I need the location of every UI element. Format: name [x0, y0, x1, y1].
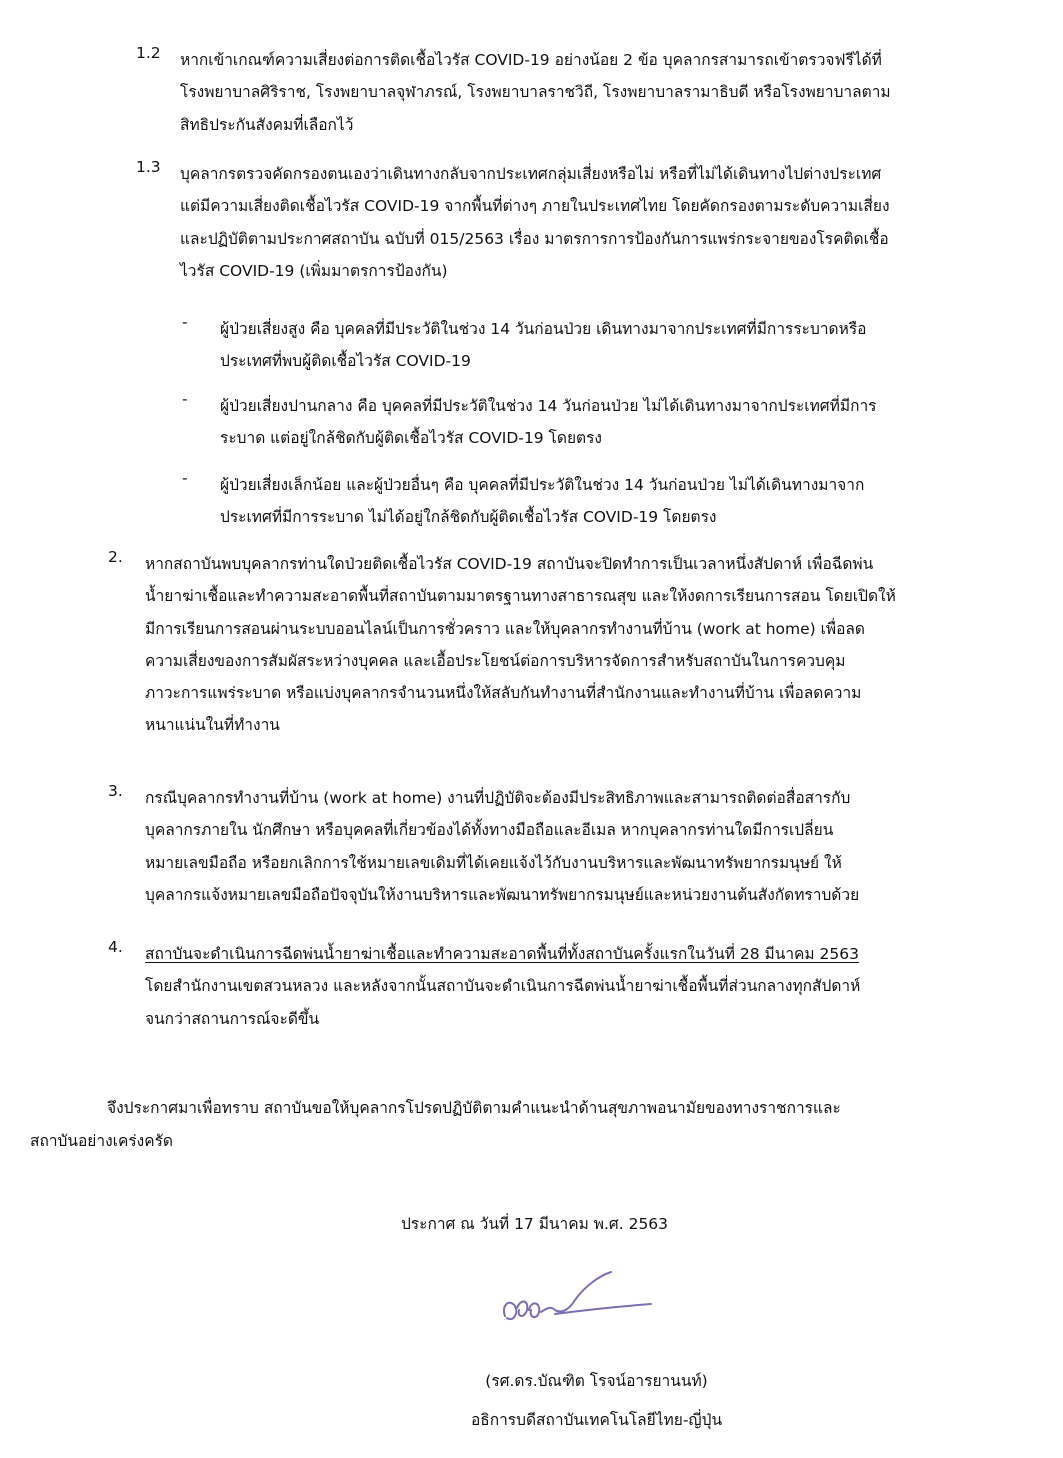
item-text: บุคลากรตรวจคัดกรองตนเองว่าเดินทางกลับจากประเทศกลุ่มเสี่ยงหรือไม่ หรือที่ไม่ได้เดินทางไปต่างประเทศ แต่มีความเสี่ยงติดเชื้อไวรัส COVID-19 จากพื้นที่ต่างๆ ภายในประเทศไทย โดยคัดกรองตามระดับความเสี่ยง และปฏิบัติตามประกาศสถาบัน ฉบับที่ 015/2563 เรื่อง มาตรการการป้องกันการแพร่กระจายของโรคติดเชื้อ ไวรัส COVID-19 (เพิ่มมาตรการป้องกัน) — [180, 165, 890, 280]
item-number: 1.2 — [136, 44, 161, 62]
bullet-dash: - — [182, 390, 188, 408]
item-number: 4. — [108, 938, 123, 956]
underlined-sentence: สถาบันจะดำเนินการฉีดพ่นน้ำยาฆ่าเชื้อและทำความสะอาดพื้นที่ทั้งสถาบันครั้งแรกในวันที่ 28 มีนาคม 2563 — [145, 945, 860, 963]
signature-image — [495, 1270, 665, 1340]
signer-name: (รศ.ดร.บัณฑิต โรจน์อารยานนท์) — [485, 1372, 708, 1390]
bullet-dash: - — [182, 469, 188, 487]
item-text: ผู้ป่วยเสี่ยงเล็กน้อย และผู้ป่วยอื่นๆ คือ บุคคลที่มีประวัติในช่วง 14 วันก่อนป่วย ไม่ได้เดินทางมาจาก ประเทศที่มีการระบาด ไม่ได้อยู่ใกล้ชิดกับผู้ติดเชื้อไวรัส COVID-19 โดยตรง — [220, 476, 865, 527]
item-text: สถาบันจะดำเนินการฉีดพ่นน้ำยาฆ่าเชื้อและทำความสะอาดพื้นที่ทั้งสถาบันครั้งแรกในวันที่ 28 มีนาคม 2563 โดยสำนักงานเขตสวนหลวง และหลังจากนั้นสถาบันจะดำเนินการฉีดพ่นน้ำยาฆ่าเชื้อพื้นที่ส่วนกลางทุกสัปดาห์ จนกว่าสถานการณ์จะดีขึ้น — [145, 938, 1002, 1035]
item-text: หากสถาบันพบบุคลากรท่านใดป่วยติดเชื้อไวรัส COVID-19 สถาบันจะปิดทำการเป็นเวลาหนึ่งสัปดาห์ เพื่อฉีดพ่น น้ำยาฆ่าเชื้อและทำความสะอาดพื้นที่สถาบันตามมาตรฐานทางสาธารณสุข และให้งดการเรียนการสอน โดยเปิดให้ มีการเรียนการสอนผ่านระบบออนไลน์เป็นการชั่วคราว และให้บุคลากรทำงานที่บ้าน (work at home) เพื่อลด ความเสี่ยงของการสัมผัสระหว่างบุคคล และเอื้อประโยชน์ต่อการบริหารจัดการสำหรับสถาบันในการควบคุม ภาวะการแพร่ระบาด หรือแบ่งบุคลากรจำนวนหนึ่งให้สลับกันทำงานที่สำนักงานและทำงานที่บ้าน เพื่อลดความ หนาแน่นในที่ทำงาน — [145, 555, 896, 735]
announcement-date: ประกาศ ณ วันที่ 17 มีนาคม พ.ศ. 2563 — [400, 1215, 669, 1233]
signature-stroke — [504, 1272, 651, 1319]
item-number: 1.3 — [136, 158, 161, 176]
item-text: ผู้ป่วยเสี่ยงสูง คือ บุคคลที่มีประวัติในช่วง 14 วันก่อนป่วย เดินทางมาจากประเทศที่มีการระบาดหรือ ประเทศที่พบผู้ติดเชื้อไวรัส COVID-19 — [220, 320, 867, 371]
signer-position: อธิการบดีสถาบันเทคโนโลยีไทย-ญี่ปุ่น — [470, 1411, 723, 1429]
item-number: 3. — [108, 782, 123, 800]
item-text: ผู้ป่วยเสี่ยงปานกลาง คือ บุคคลที่มีประวัติในช่วง 14 วันก่อนป่วย ไม่ได้เดินทางมาจากประเทศที่มีการ ระบาด แต่อยู่ใกล้ชิดกับผู้ติดเชื้อไวรัส COVID-19 โดยตรง — [220, 397, 877, 448]
bullet-dash: - — [182, 313, 188, 331]
item-text: กรณีบุคลากรทำงานที่บ้าน (work at home) งานที่ปฏิบัติจะต้องมีประสิทธิภาพและสามารถติดต่อสื่อสารกับ บุคลากรภายใน นักศึกษา หรือบุคคลที่เกี่ยวข้องได้ทั้งทางมือถือและอีเมล หากบุคลากรท่านใดมีการเปลี่ยน หมายเลขมือถือ หรือยกเลิกการใช้หมายเลขเดิมที่ได้เคยแจ้งไว้กับงานบริหารและพัฒนาทรัพยากรมนุษย์ ให้ บุคลากรแจ้งหมายเลขมือถือปัจจุบันให้งานบริหารและพัฒนาทรัพยากรมนุษย์และหน่วยงานต้นสังกัดทราบด้วย — [145, 789, 860, 904]
item-text: หากเข้าเกณฑ์ความเสี่ยงต่อการติดเชื้อไวรัส COVID-19 อย่างน้อย 2 ข้อ บุคลากรสามารถเข้าตรวจฟรีได้ที่ โรงพยาบาลศิริราช, โรงพยาบาลจุฬาภรณ์, โรงพยาบาลราชวิถี, โรงพยาบาลรามาธิบดี หรือโรงพยาบาลตาม สิทธิประกันสังคมที่เลือกไว้ — [180, 51, 891, 134]
item-number: 2. — [108, 548, 123, 566]
closing-paragraph: จึงประกาศมาเพื่อทราบ สถาบันขอให้บุคลากรโปรดปฏิบัติตามคำแนะนำด้านสุขภาพอนามัยของทางราชการและ สถาบันอย่างเคร่งครัด — [30, 1099, 841, 1150]
